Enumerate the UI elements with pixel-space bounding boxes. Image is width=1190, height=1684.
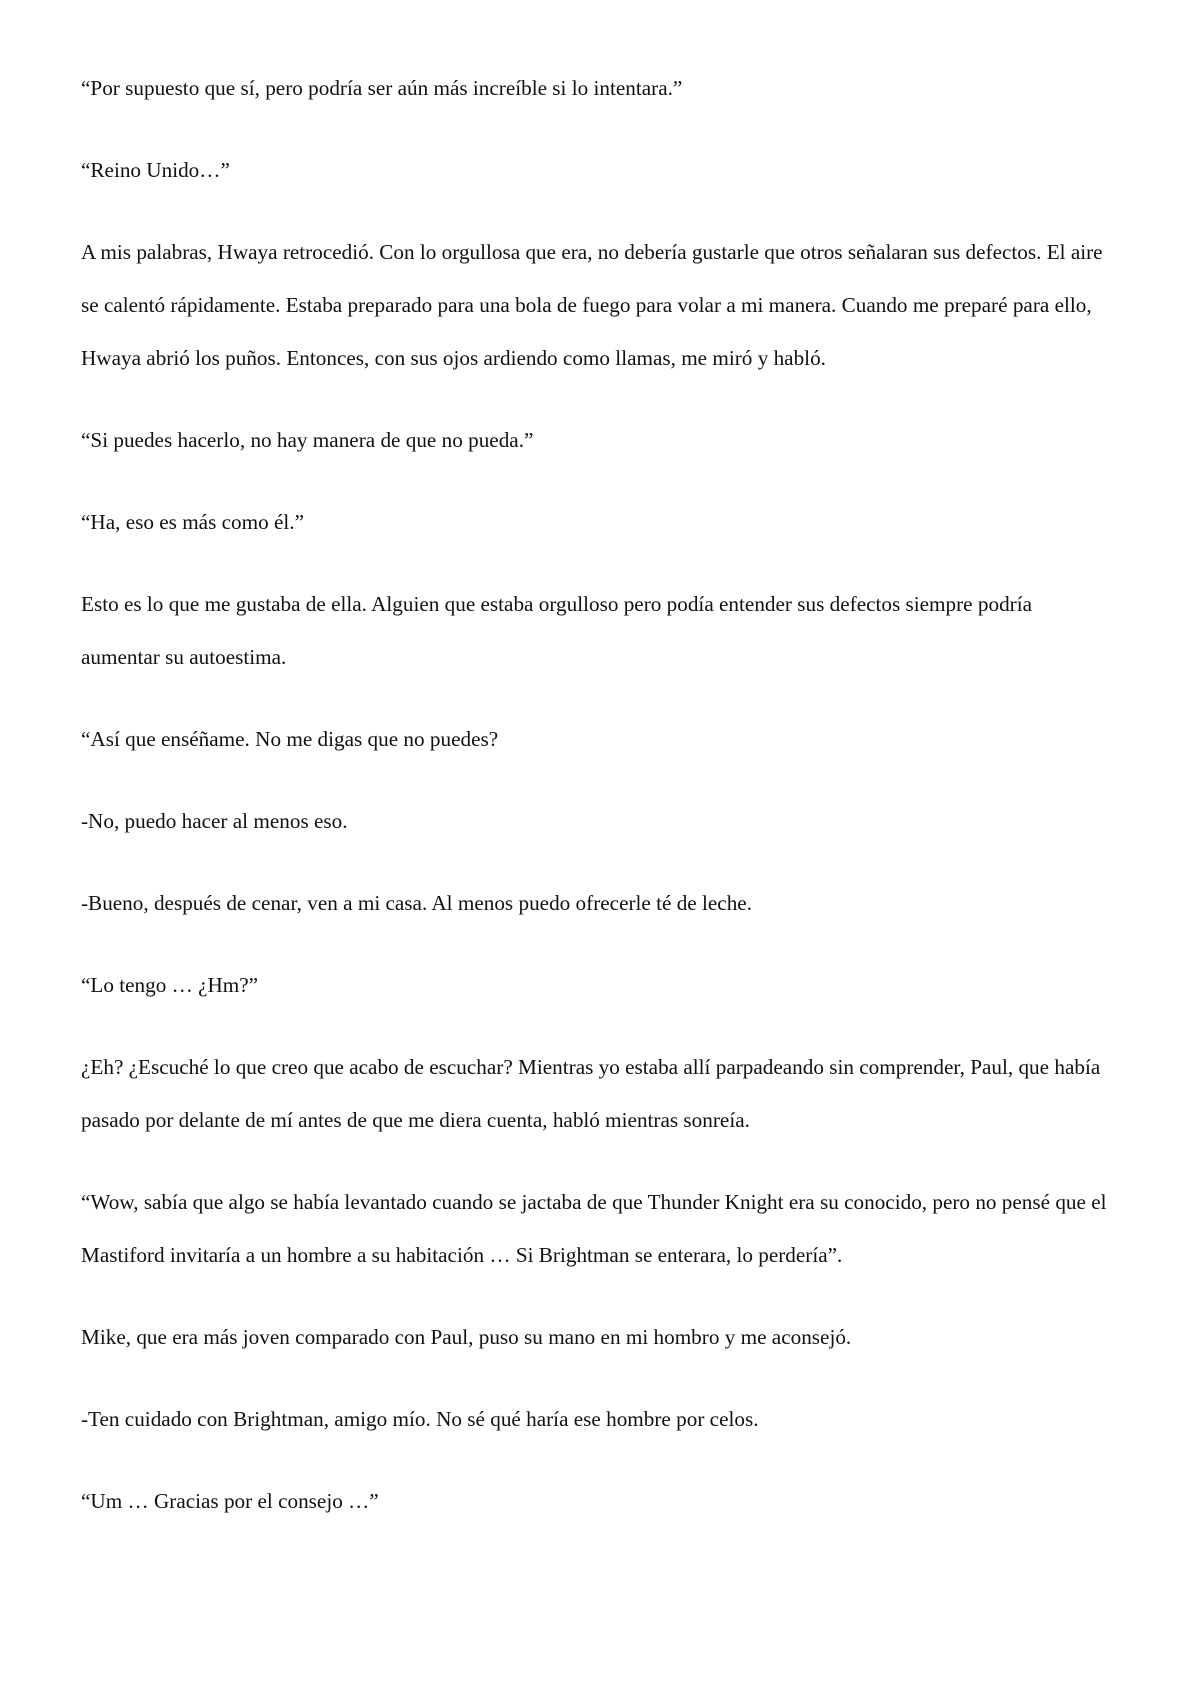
paragraph-12: “Wow, sabía que algo se había levantado cuando se jactaba de que Thunder Knight era su conocido, pero no pensé que el Mastiford invitaría a un hombre a su habitación … Si Brightman se enterara, lo perdería”. xyxy=(81,1190,1107,1267)
paragraph-6: Esto es lo que me gustaba de ella. Alguien que estaba orgulloso pero podía entender sus defectos siempre podría aumentar su autoestima. xyxy=(81,592,1033,669)
paragraph-1: “Por supuesto que sí, pero podría ser aún más increíble si lo intentara.” xyxy=(81,76,683,100)
paragraph-7: “Así que enséñame. No me digas que no puedes? xyxy=(81,727,499,751)
paragraph-2: “Reino Unido…” xyxy=(81,158,230,182)
paragraph-11: ¿Eh? ¿Escuché lo que creo que acabo de escuchar? Mientras yo estaba allí parpadeando sin comprender, Paul, que había pasado por delante de mí antes de que me diera cuenta, habló mientras sonreía. xyxy=(81,1055,1101,1132)
paragraph-9: -Bueno, después de cenar, ven a mi casa. Al menos puedo ofrecerle té de leche. xyxy=(81,891,752,915)
document-body xyxy=(81,62,1111,1557)
paragraph-3: A mis palabras, Hwaya retrocedió. Con lo orgullosa que era, no debería gustarle que otros señalaran sus defectos. El aire se calentó rápidamente. Estaba preparado para una bola de fuego para volar a mi manera. Cuando me preparé para ello, Hwaya abrió los puños. Entonces, con sus ojos ardiendo como llamas, me miró y habló. xyxy=(81,240,1103,370)
paragraph-15: “Um … Gracias por el consejo …” xyxy=(81,1489,379,1513)
paragraph-5: “Ha, eso es más como él.” xyxy=(81,510,304,534)
paragraph-8: -No, puedo hacer al menos eso. xyxy=(81,809,348,833)
paragraph-10: “Lo tengo … ¿Hm?” xyxy=(81,973,259,997)
paragraph-4: “Si puedes hacerlo, no hay manera de que no pueda.” xyxy=(81,428,534,452)
paragraph-14: -Ten cuidado con Brightman, amigo mío. No sé qué haría ese hombre por celos. xyxy=(81,1407,759,1431)
paragraph-13: Mike, que era más joven comparado con Paul, puso su mano en mi hombro y me aconsejó. xyxy=(81,1325,852,1349)
